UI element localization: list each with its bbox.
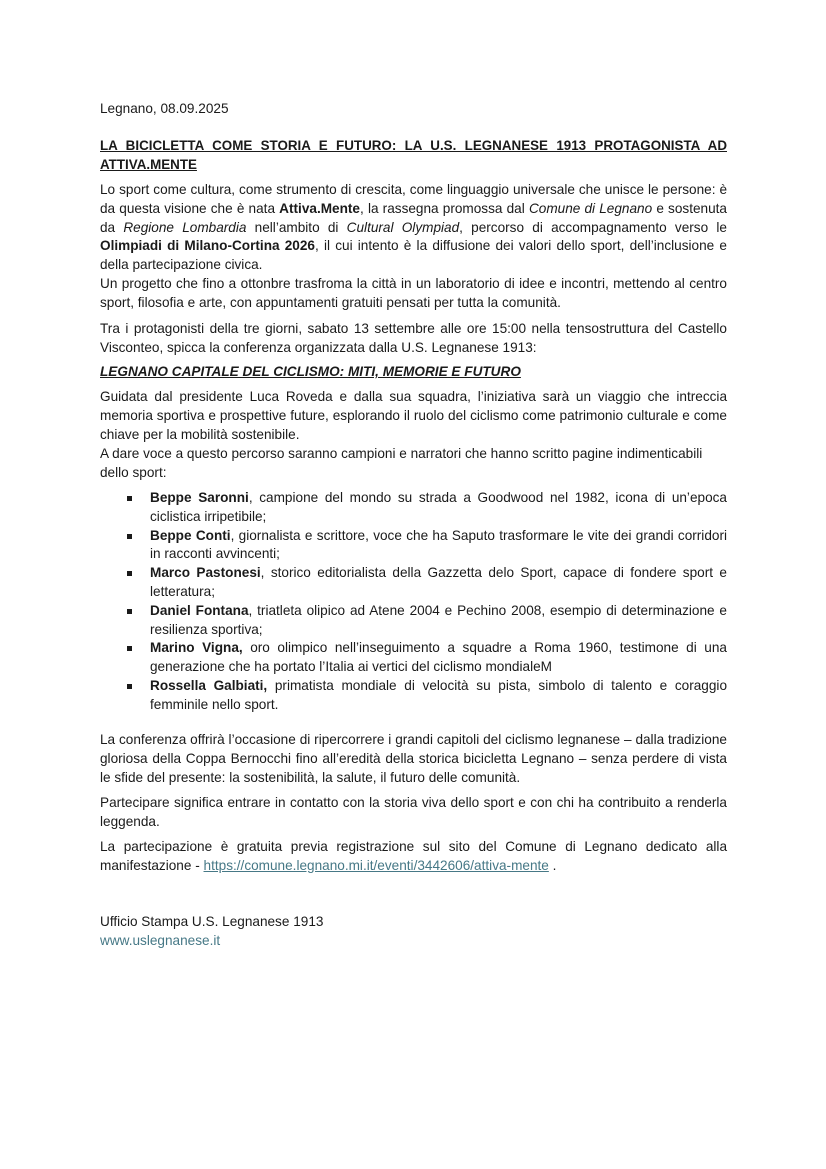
conference-description [100, 388, 727, 444]
paragraph-text: Un progetto che fino a ottonbre trasfroma la città in un laboratorio di idee e incontri, mettendo al centro sport, filosofia e arte, con appuntamenti gratuiti pensati per tutta la comunità. [100, 276, 727, 310]
square-bullet-icon [127, 684, 132, 689]
list-item [100, 602, 727, 640]
square-bullet-icon [127, 571, 132, 576]
project-paragraph [100, 275, 727, 313]
list-item [100, 564, 727, 602]
text: Lo sport come cultura, come strumento di crescita, come linguaggio universale che unisce le persone: è da questa visione che è nata [100, 182, 727, 216]
guests-intro [100, 445, 727, 483]
list-item [100, 489, 727, 527]
press-release-title: LA BICICLETTA COME STORIA E FUTURO: LA U.S. LEGNANESE 1913 PROTAGONISTA AD ATTIVA.MENTE [100, 138, 727, 172]
guest-description: , triatleta olipico ad Atene 2004 e Pechino 2008, esempio di determinazione e resilienza sportiva; [150, 602, 727, 637]
website-link[interactable]: www.uslegnanese.it [100, 932, 221, 948]
registration-paragraph [100, 838, 727, 876]
paragraph-text: Guidata dal presidente Luca Roveda e dalla sua squadra, l’iniziativa sarà un viaggio che intreccia memoria sportiva e prospettive future, esplorando il ruolo del ciclismo come patrimonio culturale e come chiave per la mobilità sostenibile. [100, 389, 727, 442]
text: nell’ambito di [246, 219, 347, 235]
text: , il cui intento è la diffusione dei valori dello sport, dell’inclusione e della partecipazione civica. [100, 238, 727, 273]
paragraph-text: Tra i protagonisti della tre giorni, sabato 13 settembre alle ore 15:00 nella tensostruttura del Castello Visconteo, spicca la conferenza organizzata dalla U.S. Legnanese 1913: [100, 321, 727, 355]
paragraph-text: A dare voce a questo percorso saranno campioni e narratori che hanno scritto pagine indimenticabili dello sport: [100, 446, 703, 480]
event-paragraph [100, 320, 727, 358]
event-name: Attiva.Mente [279, 200, 360, 216]
guest-name: Rossella Galbiati, [150, 677, 268, 693]
intro-paragraph [100, 181, 727, 275]
registration-link[interactable]: https://comune.legnano.mi.it/eventi/3442606/attiva-mente [203, 857, 549, 873]
guest-name: Marco Pastonesi [150, 565, 261, 581]
list-item [100, 527, 727, 565]
guest-name: Beppe Conti [150, 527, 231, 543]
text: , percorso di accompagnamento verso le [459, 219, 727, 235]
footer [100, 913, 323, 951]
guest-name: Daniel Fontana [150, 602, 249, 618]
participation-paragraph [100, 794, 727, 832]
square-bullet-icon [127, 534, 132, 539]
press-office: Ufficio Stampa U.S. Legnanese 1913 [100, 914, 324, 929]
program-name: Cultural Olympiad [346, 219, 460, 235]
conference-topics-paragraph [100, 731, 727, 787]
guest-name: Beppe Saronni [150, 490, 249, 505]
list-item [100, 677, 727, 715]
text: , la rassegna promossa dal [360, 200, 529, 216]
date-line: Legnano, 08.09.2025 [100, 101, 229, 116]
guest-description: primatista mondiale di velocità su pista, simbolo di talento e coraggio femminile nello sport. [150, 677, 728, 712]
guest-description: oro olimpico nell’inseguimento a squadre a Roma 1960, testimone di una generazione che ha portato l’Italia ai vertici del ciclismo mondialeM [150, 640, 727, 675]
list-item [100, 639, 727, 677]
text: e sostenuta da [100, 200, 727, 235]
text: . [548, 857, 557, 873]
guest-description: , giornalista e scrittore, voce che ha Saputo trasformare le vite dei grandi corridori in racconti avvincenti; [150, 527, 727, 562]
sponsor: Regione Lombardia [123, 219, 247, 235]
guest-name: Marino Vigna, [150, 640, 243, 656]
paragraph-text: La partecipazione è gratuita previa registrazione sul sito del Comune di Legnano dedicato alla manifestazione - [100, 839, 727, 873]
conference-title: LEGNANO CAPITALE DEL CICLISMO: MITI, MEMORIE E FUTURO [100, 364, 521, 379]
guest-list [100, 489, 727, 715]
guest-description: , storico editorialista della Gazzetta delo Sport, capace di fondere sport e letteratura; [150, 565, 727, 599]
paragraph-text: Partecipare significa entrare in contatto con la storia viva dello sport e con chi ha contribuito a renderla leggenda. [100, 795, 727, 829]
square-bullet-icon [127, 609, 132, 614]
organizer: Comune di Legnano [528, 200, 653, 216]
square-bullet-icon [127, 496, 132, 501]
square-bullet-icon [127, 646, 132, 651]
olympics-name: Olimpiadi di Milano-Cortina 2026 [100, 238, 315, 254]
paragraph-text: La conferenza offrirà l’occasione di ripercorrere i grandi capitoli del ciclismo legnanese – dalla tradizione gloriosa della Coppa Bernocchi fino all’eredità della storica bicicletta Legnano – senza perdere di vista le sfide del presente: la sostenibilità, la salute, il futuro delle comunità. [100, 732, 727, 785]
guest-description: , campione del mondo su strada a Goodwood nel 1982, icona di un’epoca ciclistica irripetibile; [150, 490, 727, 524]
